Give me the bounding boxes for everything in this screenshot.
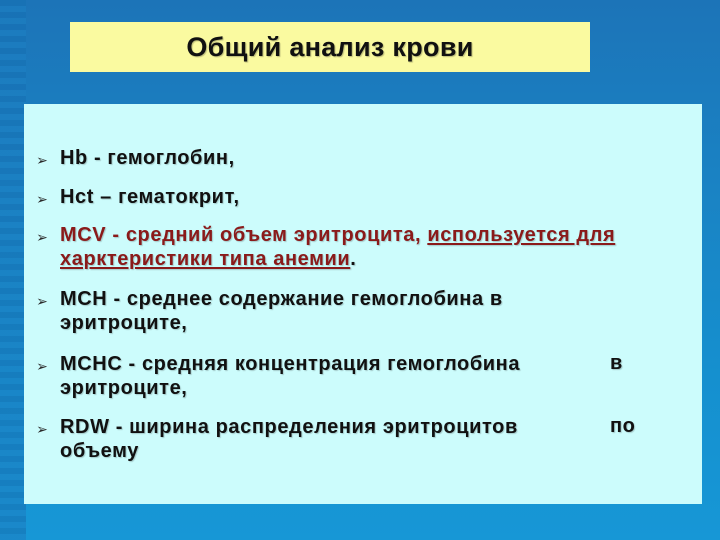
mcv-abbr: MCV [60, 224, 107, 246]
mch-line-1: MCH - среднее содержание гемоглобина в [60, 288, 503, 310]
item-text [60, 352, 520, 400]
mcv-period: . [350, 248, 357, 270]
arrow-bullet-icon: ➢ [36, 421, 48, 437]
mcv-underlined-1: используется для [427, 224, 616, 246]
slide-title: Общий анализ крови [186, 31, 474, 62]
list-item-mch [24, 287, 696, 335]
content-box [24, 104, 702, 504]
list-item-hct [24, 185, 696, 211]
item-text: Hct – гематокрит, [60, 186, 240, 208]
mchc-line-2: эритроците, [60, 377, 188, 399]
list-item-mchc [24, 352, 696, 400]
rdw-line-1: RDW - ширина распределения эритроцитов [60, 416, 518, 438]
left-decorative-stripe [0, 0, 26, 540]
arrow-bullet-icon: ➢ [36, 152, 48, 168]
item-text [60, 223, 615, 271]
arrow-bullet-icon: ➢ [36, 358, 48, 374]
arrow-bullet-icon: ➢ [36, 229, 48, 245]
list-item-hb [24, 146, 696, 172]
mcv-underlined-2: харктеристики типа анемии [60, 248, 351, 270]
arrow-bullet-icon: ➢ [36, 191, 48, 207]
mchc-right-word: в [610, 352, 623, 374]
item-text: Hb - гемоглобин, [60, 147, 235, 169]
item-text [60, 415, 518, 463]
title-box [70, 22, 590, 72]
mch-line-2: эритроците, [60, 312, 188, 334]
mchc-line-1: MCHC - средняя концентрация гемоглобина [60, 353, 521, 375]
item-text [60, 287, 503, 335]
rdw-right-word: по [610, 415, 636, 437]
mcv-definition: - средний объем эритроцита, [106, 224, 428, 246]
arrow-bullet-icon: ➢ [36, 293, 48, 309]
rdw-line-2: объему [60, 440, 140, 462]
list-item-mcv [24, 223, 696, 271]
list-item-rdw [24, 415, 696, 463]
